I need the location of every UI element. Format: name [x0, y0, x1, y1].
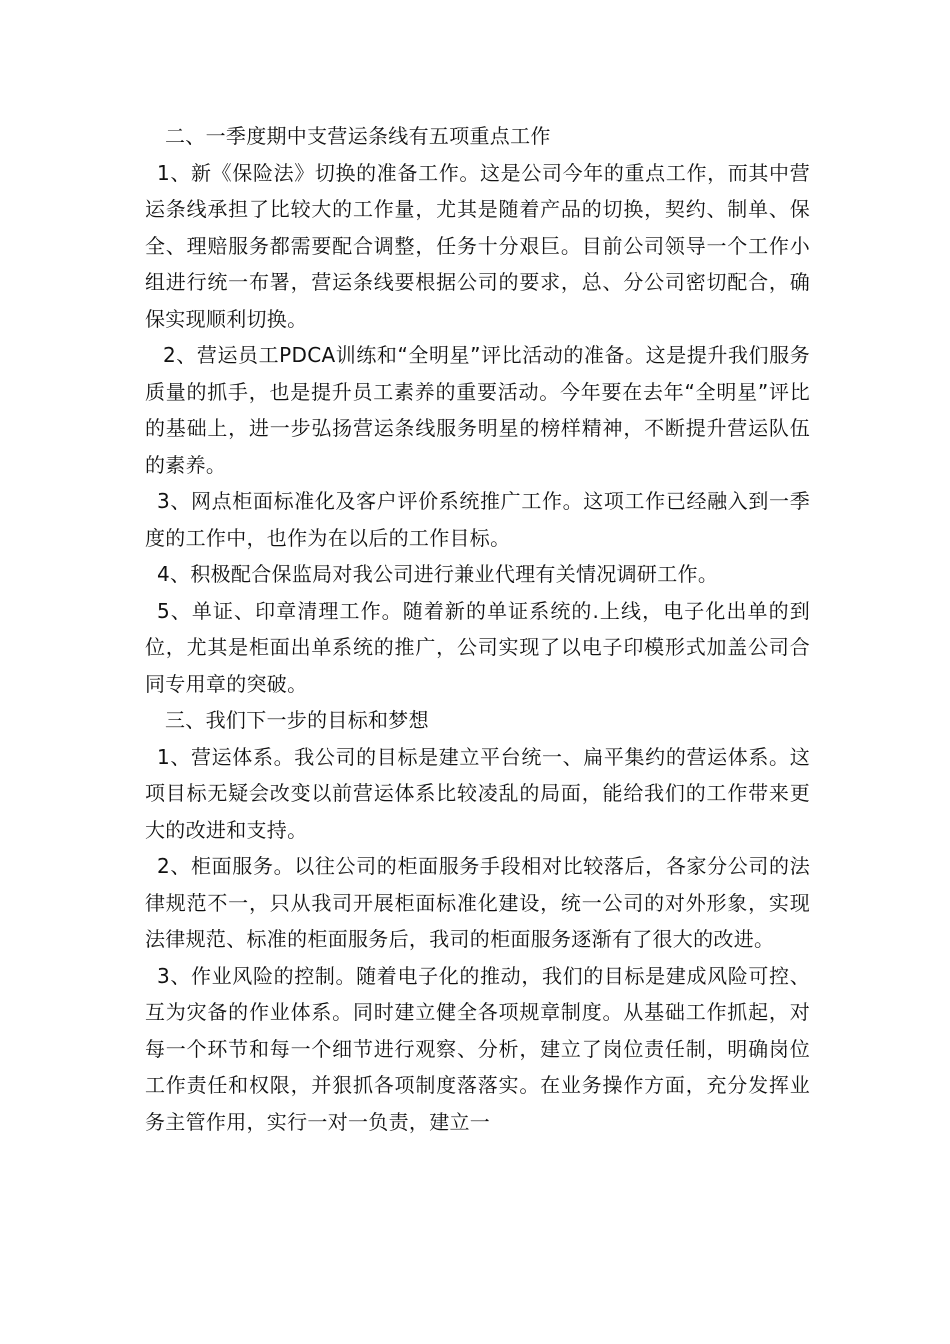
document-body [145, 118, 810, 1140]
paragraph-item-3-1: 1、营运体系。我公司的目标是建立平台统一、扁平集约的营运体系。这项目标无疑会改变以前营运体系比较凌乱的局面，能给我们的工作带来更大的改进和支持。 [145, 744, 810, 842]
section-heading-2: 二、一季度期中支营运条线有五项重点工作 [165, 124, 551, 148]
paragraph-item-3-2: 2、柜面服务。以往公司的柜面服务手段相对比较落后，各家分公司的法律规范不一，只从我司开展柜面标准化建设，统一公司的对外形象，实现法律规范、标准的柜面服务后，我司的柜面服务逐渐有了很大的改进。 [145, 854, 810, 951]
section-heading-3: 三、我们下一步的目标和梦想 [165, 708, 429, 732]
paragraph-item-2-3: 3、网点柜面标准化及客户评价系统推广工作。这项工作已经融入到一季度的工作中，也作为在以后的工作目标。 [145, 489, 810, 550]
paragraph-item-2-5: 5、单证、印章清理工作。随着新的单证系统的.上线，电子化出单的到位，尤其是柜面出单系统的推广，公司实现了以电子印模形式加盖公司合同专用章的突破。 [145, 598, 810, 696]
paragraph-item-2-4: 4、积极配合保监局对我公司进行兼业代理有关情况调研工作。 [157, 562, 719, 586]
paragraph-item-3-3: 3、作业风险的控制。随着电子化的推动，我们的目标是建成风险可控、互为灾备的作业体系。同时建立健全各项规章制度。从基础工作抓起，对每一个环节和每一个细节进行观察、分析，建立了岗位责任制，明确岗位工作责任和权限，并狠抓各项制度落落实。在业务操作方面，充分发挥业务主管作用，实行一对一负责，建立一 [145, 963, 810, 1134]
paragraph-item-2-1: 1、新《保险法》切换的准备工作。这是公司今年的重点工作，而其中营运条线承担了比较大的工作量，尤其是随着产品的切换，契约、制单、保全、理赔服务都需要配合调整，任务十分艰巨。目前公司领导一个工作小组进行统一布署，营运条线要根据公司的要求，总、分公司密切配合，确保实现顺利切换。 [145, 160, 810, 331]
paragraph-item-2-2: 2、营运员工PDCA训练和“全明星”评比活动的准备。这是提升我们服务质量的抓手，也是提升员工素养的重要活动。今年要在去年“全明星”评比的基础上，进一步弘扬营运条线服务明星的榜样精神，不断提升营运队伍的素养。 [145, 343, 810, 477]
